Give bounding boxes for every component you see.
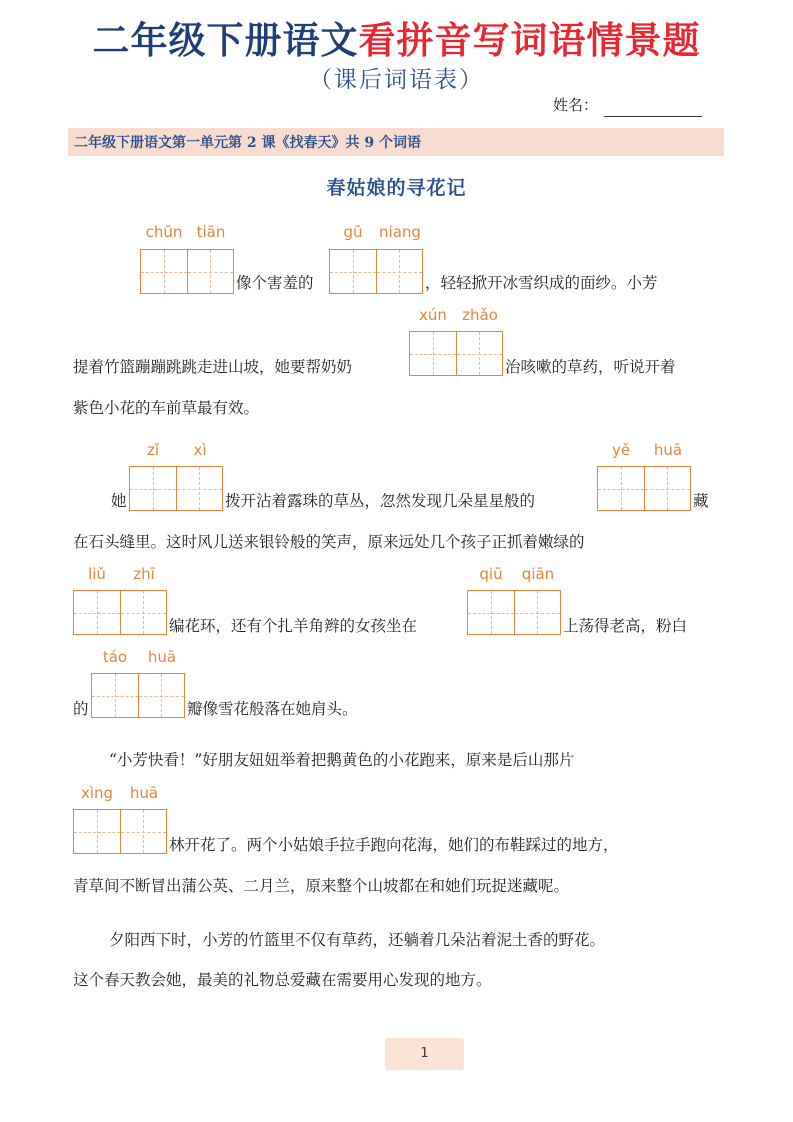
pinyin-label: huā <box>147 648 177 666</box>
pinyin-label: xún <box>419 306 447 324</box>
tianzige-cell[interactable] <box>120 591 167 634</box>
writing-box-zixi[interactable] <box>129 466 223 511</box>
tianzige-cell[interactable] <box>120 810 167 853</box>
pinyin-label: niang <box>379 223 421 241</box>
text-line: ，轻轻掀开冰雪织成的面纱。小芳 <box>425 274 658 292</box>
pinyin-label: táo <box>102 648 128 666</box>
writing-box-chuntian[interactable] <box>140 249 234 294</box>
title-part-1: 二年级下册语文 <box>92 19 359 62</box>
tianzige-cell[interactable] <box>138 674 185 717</box>
writing-box-yehua[interactable] <box>597 466 691 511</box>
text-line: “小芳快看！”好朋友妞妞举着把鹅黄色的小花跑来，原来是后山那片 <box>109 751 575 769</box>
pinyin-label: chūn <box>145 223 183 241</box>
tianzige-cell[interactable] <box>410 332 456 375</box>
tianzige-cell[interactable] <box>376 250 423 293</box>
pinyin-label: huā <box>653 441 683 459</box>
pinyin-label: zǐ <box>146 441 160 459</box>
pinyin-label: xìng <box>80 784 114 802</box>
tianzige-cell[interactable] <box>330 250 376 293</box>
name-blank-line[interactable] <box>604 99 702 117</box>
tianzige-cell[interactable] <box>644 467 691 510</box>
writing-box-taohua[interactable] <box>91 673 185 718</box>
page-number: 1 <box>385 1038 464 1070</box>
text-line: 治咳嗽的草药，听说开着 <box>505 358 676 376</box>
text-line: 林开花了。两个小姑娘手拉手跑向花海，她们的布鞋踩过的地方， <box>169 836 619 854</box>
text-line: 青草间不断冒出蒲公英、二月兰，原来整个山坡都在和她们玩捉迷藏呢。 <box>73 877 570 895</box>
lesson-banner: 二年级下册语文第一单元第 2 课《找春天》共 9 个词语 <box>68 128 724 156</box>
pinyin-label: xì <box>193 441 207 459</box>
text-line: 她 <box>111 492 127 510</box>
text-line: 拨开沾着露珠的草丛，忽然发现几朵星星般的 <box>225 492 536 510</box>
tianzige-cell[interactable] <box>130 467 176 510</box>
name-label: 姓名： <box>553 96 599 114</box>
pinyin-label: liǔ <box>88 565 106 583</box>
pinyin-label: qiān <box>521 565 555 583</box>
pinyin-label: huā <box>129 784 159 802</box>
text-line: 这个春天教会她，最美的礼物总爱藏在需要用心发现的地方。 <box>73 971 492 989</box>
text-line: 编花环，还有个扎羊角辫的女孩坐在 <box>169 617 418 635</box>
pinyin-label: yě <box>611 441 631 459</box>
pinyin-label: qiū <box>479 565 503 583</box>
document-subtitle: （课后词语表） <box>309 67 484 93</box>
title-part-2: 看拼音写词语情景题 <box>358 19 701 62</box>
writing-box-guniang[interactable] <box>329 249 423 294</box>
text-line: 的 <box>73 700 89 718</box>
pinyin-label: tiān <box>196 223 226 241</box>
tianzige-cell[interactable] <box>187 250 234 293</box>
tianzige-cell[interactable] <box>141 250 187 293</box>
name-field[interactable] <box>553 93 702 117</box>
text-line: 上荡得老高，粉白 <box>563 617 688 635</box>
tianzige-cell[interactable] <box>92 674 138 717</box>
tianzige-cell[interactable] <box>514 591 561 634</box>
writing-box-qiuqian[interactable] <box>467 590 561 635</box>
story-title: 春姑娘的寻花记 <box>326 177 467 199</box>
tianzige-cell[interactable] <box>598 467 644 510</box>
pinyin-label: gū <box>343 223 363 241</box>
writing-box-liuzhi[interactable] <box>73 590 167 635</box>
text-line: 藏 <box>693 492 709 510</box>
text-line: 提着竹篮蹦蹦跳跳走进山坡，她要帮奶奶 <box>73 358 353 376</box>
text-line: 像个害羞的 <box>236 274 314 292</box>
pinyin-label: zhī <box>133 565 155 583</box>
text-line: 在石头缝里。这时风儿送来银铃般的笑声，原来远处几个孩子正抓着嫩绿的 <box>73 533 585 551</box>
text-line: 紫色小花的车前草最有效。 <box>73 399 260 417</box>
pinyin-label: zhǎo <box>462 306 498 324</box>
writing-box-xinghua[interactable] <box>73 809 167 854</box>
text-line: 瓣像雪花般落在她肩头。 <box>187 700 358 718</box>
tianzige-cell[interactable] <box>456 332 503 375</box>
tianzige-cell[interactable] <box>74 810 120 853</box>
text-line: 夕阳西下时，小芳的竹篮里不仅有草药，还躺着几朵沾着泥土香的野花。 <box>109 931 606 949</box>
document-title <box>0 14 793 68</box>
tianzige-cell[interactable] <box>468 591 514 634</box>
tianzige-cell[interactable] <box>74 591 120 634</box>
tianzige-cell[interactable] <box>176 467 223 510</box>
writing-box-xunzhao[interactable] <box>409 331 503 376</box>
